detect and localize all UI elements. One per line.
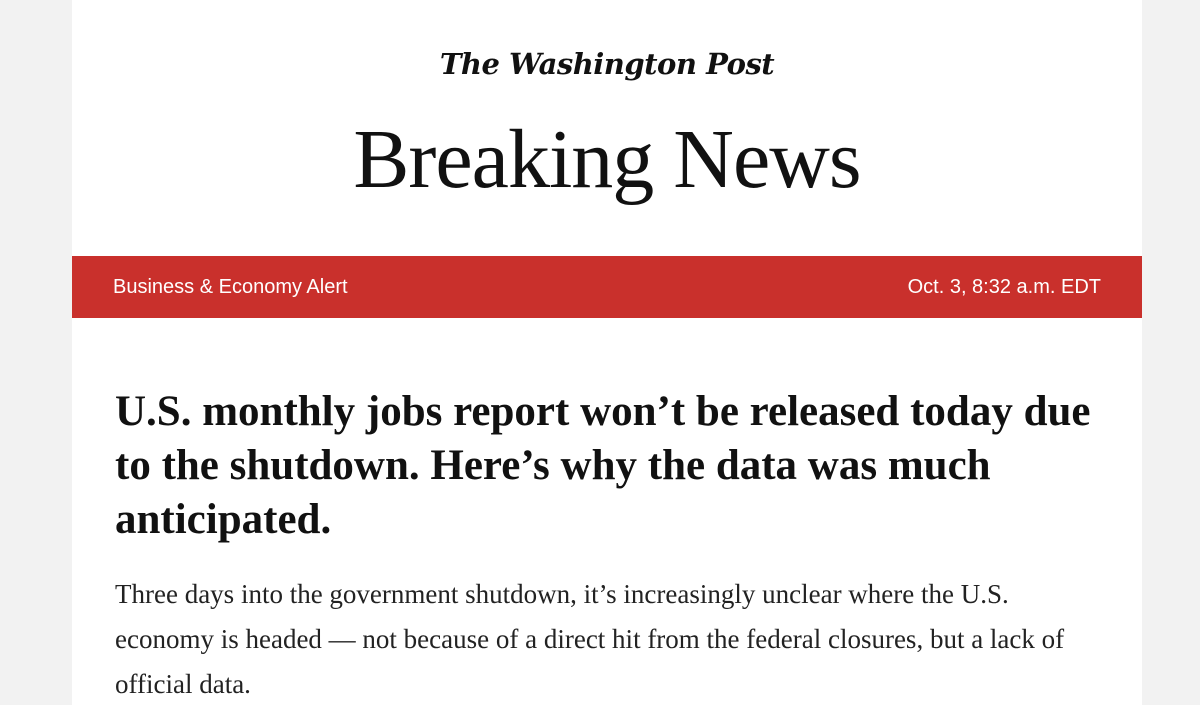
alert-category: Business & Economy Alert	[113, 276, 348, 298]
alert-timestamp: Oct. 3, 8:32 a.m. EDT	[907, 276, 1101, 298]
email-body	[72, 0, 1142, 705]
article-summary: Three days into the government shutdown, it’s increasingly unclear where the U.S. economy is headed — not because of a direct hit from the federal closures, but a lack of official data.	[115, 579, 1065, 699]
article-headline[interactable]: U.S. monthly jobs report won’t be released today due to the shutdown. Here’s why the data was much anticipated.	[115, 388, 1091, 543]
alert-bar	[72, 256, 1142, 318]
section-title: Breaking News	[353, 113, 861, 206]
masthead-logo[interactable]: The Washington Post	[439, 47, 775, 81]
